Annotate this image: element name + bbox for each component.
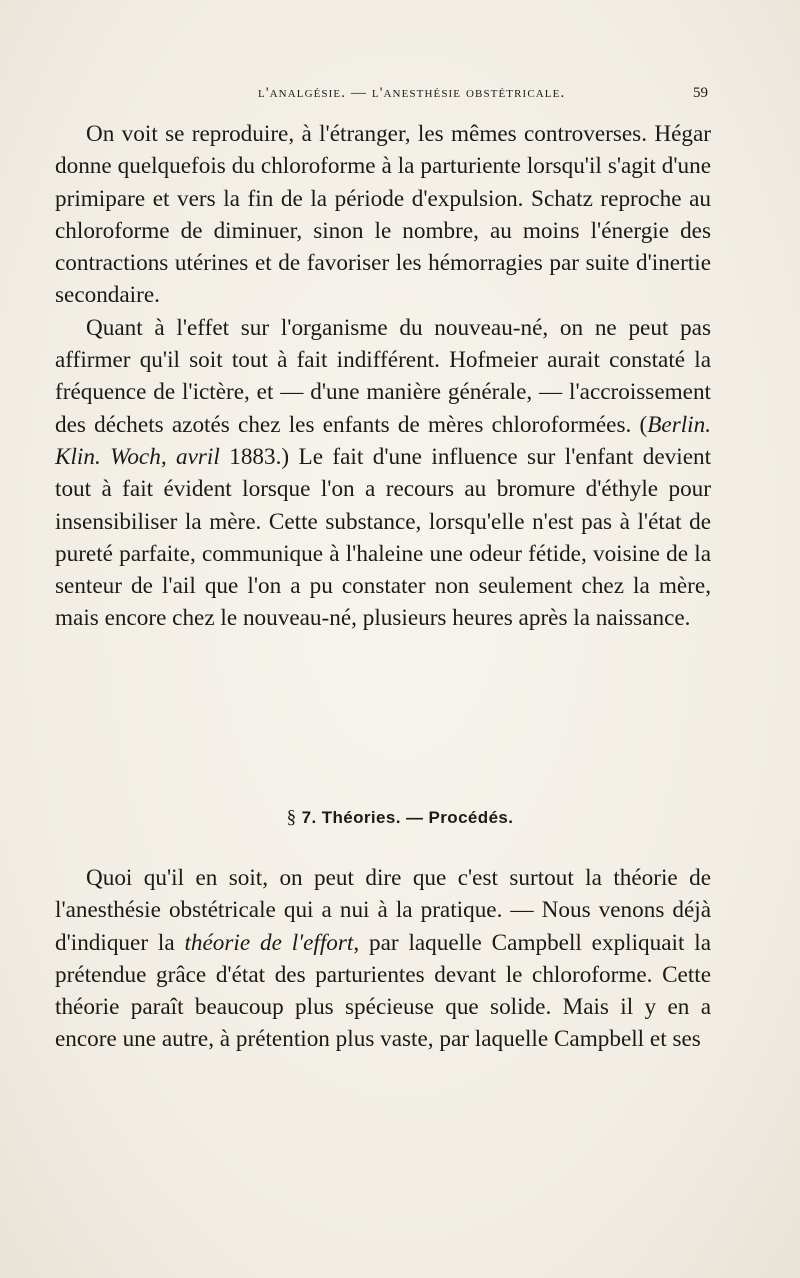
citation-journal: Berlin. Klin. Woch, avril bbox=[55, 411, 711, 470]
text-block-top bbox=[55, 118, 711, 635]
citation-year: 1883. bbox=[219, 443, 282, 470]
paragraph-newborn-effect bbox=[55, 312, 711, 635]
paragraph-controversies: On voit se reproduire, à l'étranger, les mêmes controverses. Hégar donne quelquefois du chloroforme à la parturiente lorsqu'il s'agit d'une primipare et vers la fin de la période d'expulsion. Schatz reproche au chloroforme de diminuer, sinon le nombre, au moins l'énergie des contractions utérines et de favoriser les hémorragies par suite d'inertie secondaire. bbox=[55, 121, 711, 309]
paragraph-newborn-text-end: ) Le fait d'une influence sur l'enfant devient tout à fait évident lorsque l'on a recours au bromure d'éthyle pour insensibiliser la mère. Cette substance, lorsqu'elle n'est pas à l'état de pureté parfaite, communique à l'haleine une odeur fétide, voisine de la senteur de l'ail que l'on a pu constater non seulement chez la mère, mais encore chez le nouveau-né, plusieurs heures après la naissance. bbox=[55, 443, 712, 632]
term-theorie-effort: théorie de l'effort bbox=[184, 929, 354, 956]
paragraph-newborn-text-start: Quant à l'effet sur l'organisme du nouveau-né, on ne peut pas affirmer qu'il soit tout à fait indifférent. Hofmeier aurait constaté la fréquence de l'ictère, et — d'une manière générale, — l'accroissement des déchets azotés chez les enfants de mères chloroformées. ( bbox=[55, 314, 711, 438]
paragraph-theories-text-end: , par laquelle Campbell expliquait la prétendue grâce d'état des parturientes devant le chloroforme. Cette théorie paraît beaucoup plus spécieuse que solide. Mais il y en a encore une autre, à prétention plus vaste, par laquelle Campbell et ses bbox=[55, 929, 711, 1053]
running-title: l'analgésie. — l'anesthésie obstétricale. bbox=[258, 85, 566, 101]
running-header bbox=[258, 85, 708, 111]
section-heading bbox=[0, 807, 800, 829]
text-block-bottom bbox=[55, 862, 711, 1056]
section-title: 7. Théories. — Procédés. bbox=[301, 808, 514, 827]
section-sign: § bbox=[286, 807, 297, 828]
paragraph-theories bbox=[55, 862, 711, 1056]
page-number: 59 bbox=[693, 85, 708, 101]
paragraph-theories-text-start: Quoi qu'il en soit, on peut dire que c'est surtout la théorie de l'anesthésie obstétricale qui a nui à la pratique. — Nous venons déjà d'indiquer la bbox=[55, 865, 711, 956]
